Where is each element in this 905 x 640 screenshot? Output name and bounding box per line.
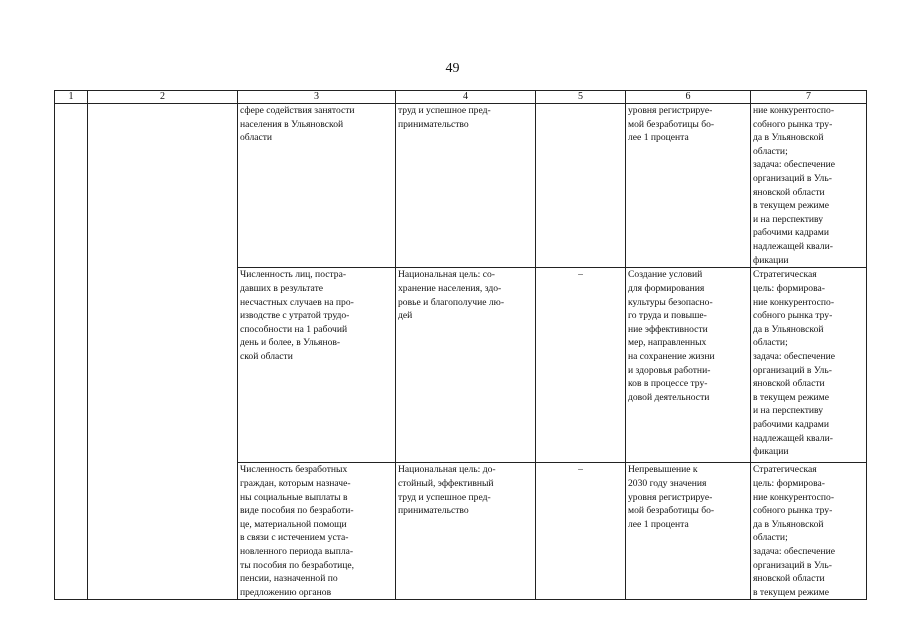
strategic-goal-cell: Стратегическая цель: формирова- ние конкурентоспо- собного рынка тру- да в Ульяновской области; задача: обеспечение организаций в Уль- яновской области в текущем режиме xyxy=(751,463,867,600)
column-number-row xyxy=(55,91,867,104)
indicator-cell: Численность лиц, постра- давших в результате несчастных случаев на про- изводстве с утратой трудо- способности на 1 рабочий день и более, в Ульянов- ской области xyxy=(238,268,396,463)
indicator-cell: Численность безработных граждан, которым назначе- ны социальные выплаты в виде пособия по безработи- це, материальной помощи в связи с истечением уста- новленного периода выпла- ты пособия по безработице, пенсии, назначенной по предложению органов xyxy=(238,463,396,600)
strategic-goal-cell: ние конкурентоспо- собного рынка тру- да в Ульяновской области; задача: обеспечение организаций в Уль- яновской области в текущем режиме и на перспективу рабочими кадрами надлежащей квали- фикации xyxy=(751,104,867,268)
col5-cell xyxy=(536,104,626,268)
col5-cell: – xyxy=(536,268,626,463)
table-row xyxy=(55,104,867,268)
national-goal-cell: Национальная цель: со- хранение населения, здо- ровье и благополучие лю- дей xyxy=(396,268,536,463)
col5-cell: – xyxy=(536,463,626,600)
column-header-2: 2 xyxy=(88,91,238,104)
column-header-5: 5 xyxy=(536,91,626,104)
page-number: 49 xyxy=(445,61,460,76)
cell-col2-merged xyxy=(88,104,238,600)
national-goal-cell: труд и успешное пред- принимательство xyxy=(396,104,536,268)
national-goal-cell: Национальная цель: до- стойный, эффективный труд и успешное пред- принимательство xyxy=(396,463,536,600)
task-cell: Создание условий для формирования культуры безопасно- го труда и повыше- ние эффективности мер, направленных на сохранение жизни и здоровья работни- ков в процессе тру- довой деятельности xyxy=(626,268,751,463)
column-header-6: 6 xyxy=(626,91,751,104)
indicator-table xyxy=(54,90,867,600)
strategic-goal-cell: Стратегическая цель: формирова- ние конкурентоспо- собного рынка тру- да в Ульяновской области; задача: обеспечение организаций в Уль- яновской области в текущем режиме и на перспективу рабочими кадрами надлежащей квали- фикации xyxy=(751,268,867,463)
task-cell: уровня регистрируе- мой безработицы бо- лее 1 процента xyxy=(626,104,751,268)
indicator-cell: сфере содействия занятости населения в Ульяновской области xyxy=(238,104,396,268)
column-header-3: 3 xyxy=(238,91,396,104)
cell-col1-merged xyxy=(55,104,88,600)
column-header-7: 7 xyxy=(751,91,867,104)
column-header-4: 4 xyxy=(396,91,536,104)
task-cell: Непревышение к 2030 году значения уровня регистрируе- мой безработицы бо- лее 1 процента xyxy=(626,463,751,600)
column-header-1: 1 xyxy=(55,91,88,104)
